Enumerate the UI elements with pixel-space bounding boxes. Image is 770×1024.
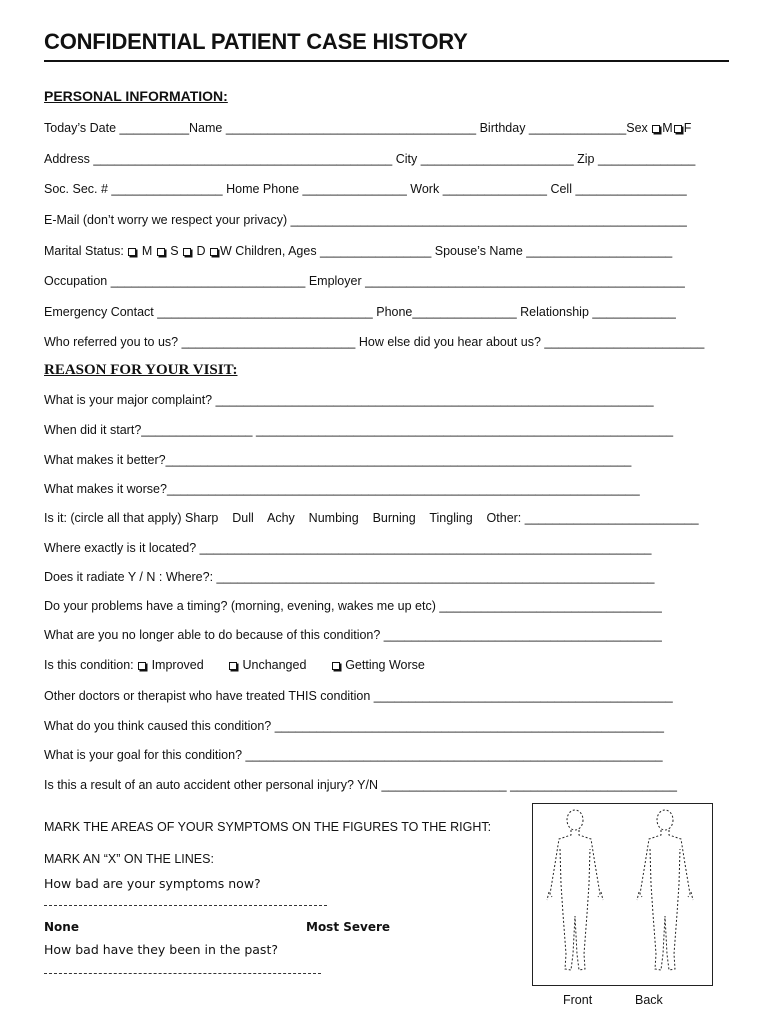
checkbox-icon[interactable]: [157, 248, 165, 256]
body-figures-box[interactable]: [532, 803, 713, 986]
personal-field-row[interactable]: [44, 213, 687, 227]
visit-field-row[interactable]: [44, 541, 652, 555]
visit-field-text: Is it: (circle all that apply) Sharp Dull Achy Numbing Burning Tingling Other: _________________________: [44, 511, 699, 525]
personal-field-text: S: [166, 244, 183, 258]
visit-field-row[interactable]: [44, 719, 664, 733]
visit-field-text: What are you no longer able to do because of this condition? ________________________________________: [44, 628, 662, 642]
visit-field-text: Is this condition:: [44, 658, 138, 672]
personal-field-text: M: [662, 121, 673, 135]
visit-field-row[interactable]: [44, 689, 673, 703]
severity-past-line[interactable]: [44, 973, 321, 974]
visit-field-text: Does it radiate Y / N : Where?: _______________________________________________________________: [44, 570, 655, 584]
form-title: CONFIDENTIAL PATIENT CASE HISTORY: [44, 29, 468, 54]
visit-field-row[interactable]: [44, 778, 677, 792]
visit-field-row[interactable]: [44, 852, 214, 866]
personal-info-heading: PERSONAL INFORMATION:: [44, 88, 228, 104]
front-figure-label: Front: [563, 993, 593, 1007]
visit-field-text: Getting Worse: [341, 658, 425, 672]
personal-field-text: M: [138, 244, 156, 258]
personal-field-row[interactable]: [44, 244, 672, 258]
front-body-figure: [547, 810, 603, 970]
visit-field-row[interactable]: [44, 423, 673, 437]
back-body-figure: [637, 810, 693, 970]
visit-field-text: Is this a result of an auto accident other personal injury? Y/N __________________ ________________________: [44, 778, 677, 792]
checkbox-icon[interactable]: [652, 125, 660, 133]
checkbox-icon[interactable]: [332, 662, 340, 670]
visit-field-text: What makes it better?___________________________________________________________________: [44, 453, 632, 467]
visit-field-row[interactable]: [44, 482, 640, 496]
visit-field-text: What do you think caused this condition? ________________________________________________________: [44, 719, 665, 733]
personal-field-text: Emergency Contact _______________________________ Phone_______________ Relationship ____________: [44, 305, 676, 319]
personal-field-text: F: [683, 121, 692, 135]
visit-field-text: What makes it worse?____________________________________________________________________: [44, 482, 640, 496]
personal-field-row[interactable]: [44, 121, 691, 135]
visit-field-row[interactable]: [44, 748, 663, 762]
checkbox-icon[interactable]: [210, 248, 218, 256]
personal-field-text: D: [193, 244, 210, 258]
visit-field-row[interactable]: [44, 628, 662, 642]
personal-field-text: Soc. Sec. # ________________ Home Phone _______________ Work _______________ Cell ________________: [44, 182, 687, 196]
checkbox-icon[interactable]: [229, 662, 237, 670]
severity-none-label: None: [44, 920, 79, 934]
personal-field-row[interactable]: [44, 152, 695, 166]
personal-field-row[interactable]: [44, 182, 687, 196]
visit-field-row[interactable]: [44, 393, 654, 407]
visit-field-row[interactable]: [44, 570, 655, 584]
personal-field-row[interactable]: [44, 335, 704, 349]
severity-past-question: How bad have they been in the past?: [44, 942, 278, 957]
personal-field-text: Marital Status:: [44, 244, 128, 258]
visit-field-row[interactable]: [44, 599, 662, 613]
personal-field-row[interactable]: [44, 305, 676, 319]
visit-field-text: MARK THE AREAS OF YOUR SYMPTOMS ON THE FIGURES TO THE RIGHT:: [44, 820, 492, 834]
reason-for-visit-heading: REASON FOR YOUR VISIT:: [44, 362, 238, 378]
visit-field-row[interactable]: [44, 658, 425, 672]
severity-now-line[interactable]: [44, 905, 327, 906]
personal-field-text: Address ___________________________________________ City ______________________ Zip ______________: [44, 152, 696, 166]
checkbox-icon[interactable]: [138, 662, 146, 670]
visit-field-text: What is your goal for this condition? ____________________________________________________________: [44, 748, 663, 762]
personal-field-text: Occupation ____________________________ Employer ______________________________________________: [44, 274, 685, 288]
personal-field-text: Who referred you to us? _________________________ How else did you hear about us? _______________________: [44, 335, 705, 349]
visit-field-text: Improved: [148, 658, 228, 672]
severity-now-question: How bad are your symptoms now?: [44, 876, 261, 891]
back-figure-label: Back: [635, 993, 663, 1007]
visit-field-text: When did it start?________________ ____________________________________________________________: [44, 423, 674, 437]
visit-field-row[interactable]: [44, 453, 631, 467]
visit-field-text: Unchanged: [239, 658, 331, 672]
checkbox-icon[interactable]: [183, 248, 191, 256]
personal-field-text: Today’s Date __________Name ____________________________________ Birthday ______________Sex: [44, 121, 652, 135]
body-outline-figures[interactable]: [533, 804, 712, 985]
title-rule: [44, 60, 729, 62]
visit-field-text: Do your problems have a timing? (morning, evening, wakes me up etc) ________________________________: [44, 599, 662, 613]
personal-field-row[interactable]: [44, 274, 685, 288]
personal-field-text: E-Mail (don’t worry we respect your privacy) _________________________________________________________: [44, 213, 687, 227]
visit-field-text: What is your major complaint? _______________________________________________________________: [44, 393, 654, 407]
visit-field-text: Other doctors or therapist who have treated THIS condition ___________________________________________: [44, 689, 673, 703]
visit-field-text: MARK AN “X” ON THE LINES:: [44, 852, 214, 866]
visit-field-row[interactable]: [44, 820, 491, 834]
checkbox-icon[interactable]: [128, 248, 136, 256]
visit-field-row[interactable]: [44, 511, 699, 525]
visit-field-text: Where exactly is it located? _________________________________________________________________: [44, 541, 652, 555]
severity-most-label: Most Severe: [306, 920, 391, 934]
personal-field-text: W Children, Ages ________________ Spouse’s Name _____________________: [220, 244, 673, 258]
checkbox-icon[interactable]: [674, 125, 682, 133]
